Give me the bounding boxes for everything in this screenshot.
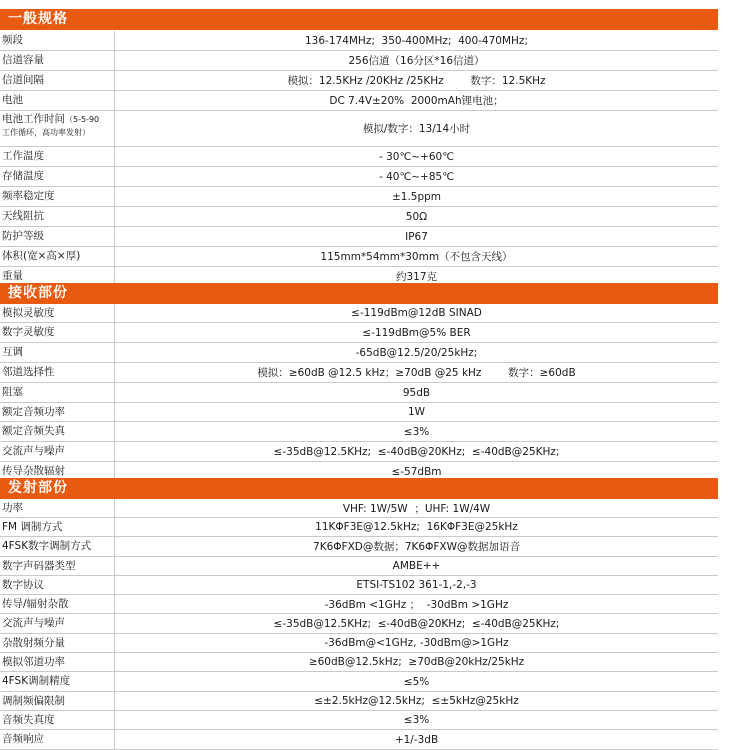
- spec-value: ≤-57dBm: [391, 465, 442, 478]
- section-header-transmit: [0, 478, 718, 499]
- spec-value: 7K6ΦFXD@数据；7K6ΦFXW@数据加语音: [313, 541, 520, 553]
- spec-row: [0, 711, 718, 730]
- section-header-receive: [0, 283, 718, 304]
- spec-row: [0, 442, 718, 462]
- spec-label: 信道间隔: [2, 74, 44, 86]
- spec-label: 信道容量: [2, 54, 44, 66]
- spec-label: 传导/辐射杂散: [2, 597, 69, 610]
- spec-label: 音频失真度: [2, 713, 55, 726]
- spec-value: -36dBm <1GHz ； -30dBm >1GHz: [324, 598, 509, 611]
- spec-label: 额定音频失真: [2, 425, 65, 437]
- spec-row: [0, 614, 718, 634]
- spec-label: 电池: [2, 94, 23, 106]
- spec-row: [0, 187, 718, 207]
- spec-row: [0, 557, 718, 576]
- spec-value: ±1.5ppm: [391, 190, 442, 203]
- spec-value: ≤5%: [403, 675, 430, 688]
- spec-value: +1/-3dB: [394, 733, 439, 746]
- spec-value: ≤-119dBm@5% BER: [362, 326, 471, 339]
- spec-row: [0, 227, 718, 247]
- spec-label: 交流声与噪声: [2, 445, 65, 457]
- spec-value: 136-174MHz; 350-400MHz; 400-470MHz;: [305, 34, 528, 47]
- spec-label: 频段: [2, 34, 23, 46]
- section-title: 一般规格: [8, 11, 68, 27]
- spec-value: ≤±2.5kHz@12.5kHz; ≤±5kHz@25kHz: [314, 695, 519, 707]
- spec-row: [0, 91, 718, 111]
- spec-value: 约317克: [395, 271, 438, 283]
- spec-value: 115mm*54mm*30mm（不包含天线）: [320, 251, 513, 263]
- spec-value: 模拟：≥60dB @12.5 kHz；≥70dB @25 kHz 数字：≥60dB: [257, 367, 576, 379]
- spec-value: 1W: [407, 406, 426, 418]
- spec-value: ≤3%: [403, 425, 430, 438]
- spec-row: [0, 323, 718, 343]
- spec-value: ≤-35dB@12.5KHz; ≤-40dB@20KHz; ≤-40dB@25KHz;: [273, 617, 560, 630]
- spec-row: [0, 383, 718, 403]
- spec-label: 4FSK数字调制方式: [2, 540, 92, 552]
- spec-label: 4FSK调制精度: [2, 675, 71, 687]
- spec-label: 交流声与噪声: [2, 617, 65, 629]
- spec-row: [0, 403, 718, 422]
- spec-label-block: [2, 111, 110, 146]
- spec-row: [0, 634, 718, 653]
- spec-value: ≤-35dB@12.5KHz; ≤-40dB@20KHz; ≤-40dB@25KHz;: [273, 445, 560, 458]
- section-title: 发射部份: [8, 480, 68, 496]
- spec-value: - 40℃~+85℃: [378, 170, 455, 183]
- spec-value: 11KΦF3E@12.5kHz; 16KΦF3E@25kHz: [315, 521, 518, 533]
- spec-value: 模拟：12.5KHz /20KHz /25KHz 数字：12.5KHz: [287, 75, 546, 87]
- spec-row: [0, 537, 718, 557]
- spec-label: 频率稳定度: [2, 190, 55, 202]
- spec-label: 邻道选择性: [2, 366, 55, 378]
- spec-row: [0, 207, 718, 227]
- section-title: 接收部份: [8, 285, 68, 301]
- spec-label-note: 工作循环，高功率发射）: [2, 128, 90, 137]
- spec-value: 50Ω: [405, 210, 428, 223]
- spec-row: [0, 730, 718, 750]
- spec-label: 天线阻抗: [2, 210, 44, 222]
- spec-value: ETSI-TS102 361-1,-2,-3: [356, 579, 477, 591]
- spec-value: IP67: [405, 230, 428, 243]
- spec-value: 256信道（16分区*16信道）: [348, 55, 485, 67]
- spec-row: [0, 31, 718, 51]
- spec-value: VHF: 1W/5W ；UHF: 1W/4W: [342, 502, 491, 515]
- spec-label: 模拟邻道功率: [2, 655, 65, 668]
- spec-row: [0, 247, 718, 267]
- spec-label: FM 调制方式: [2, 520, 63, 533]
- spec-value: DC 7.4V±20% 2000mAh锂电池；: [329, 95, 504, 107]
- spec-label: 数字协议: [2, 578, 44, 591]
- spec-row: [0, 71, 718, 91]
- spec-row: [0, 167, 718, 187]
- spec-value: ≤-119dBm@12dB SINAD: [351, 307, 482, 319]
- spec-row: [0, 422, 718, 442]
- spec-value: 95dB: [402, 386, 431, 399]
- spec-label: 传导杂散辐射: [2, 465, 65, 477]
- spec-row: [0, 653, 718, 672]
- spec-label: 重量: [2, 270, 23, 282]
- spec-label: 杂散射频分量: [2, 636, 65, 649]
- spec-row: [0, 343, 718, 363]
- spec-value: AMBE++: [392, 560, 441, 572]
- spec-row: [0, 304, 718, 323]
- spec-label: 音频响应: [2, 733, 44, 745]
- spec-label: 数字声码器类型: [2, 559, 76, 572]
- spec-row: [0, 111, 718, 147]
- spec-label: 存储温度: [2, 170, 44, 182]
- spec-row: [0, 595, 718, 614]
- spec-value: ≤3%: [403, 714, 430, 726]
- spec-row: [0, 672, 718, 692]
- spec-label: 互调: [2, 346, 23, 358]
- spec-row: [0, 363, 718, 383]
- spec-label: 电池工作时间: [2, 113, 65, 125]
- spec-label: 调制频偏限制: [2, 694, 65, 707]
- spec-label: 数字灵敏度: [2, 326, 55, 338]
- spec-row: [0, 499, 718, 518]
- spec-label-note: （5-5-90: [65, 115, 100, 124]
- spec-row: [0, 147, 718, 167]
- spec-value: -65dB@12.5/20/25kHz;: [355, 346, 478, 359]
- spec-value: - 30℃~+60℃: [378, 150, 455, 163]
- spec-label: 额定音频功率: [2, 405, 65, 418]
- section-header-general: [0, 9, 718, 30]
- spec-label: 功率: [2, 501, 23, 514]
- spec-row: [0, 692, 718, 711]
- spec-value: 模拟/数字：13/14小时: [362, 123, 471, 135]
- spec-label: 阻塞: [2, 386, 23, 398]
- spec-row: [0, 518, 718, 537]
- spec-label: 体积(宽×高×厚): [2, 250, 81, 262]
- spec-value: ≥60dB@12.5kHz; ≥70dB@20kHz/25kHz: [308, 656, 525, 668]
- spec-row: [0, 51, 718, 71]
- spec-label: 工作温度: [2, 150, 44, 162]
- spec-label: 防护等级: [2, 230, 44, 242]
- spec-label: 模拟灵敏度: [2, 306, 55, 319]
- spec-row: [0, 576, 718, 595]
- spec-value: -36dBm@<1GHz, -30dBm@>1GHz: [324, 637, 509, 649]
